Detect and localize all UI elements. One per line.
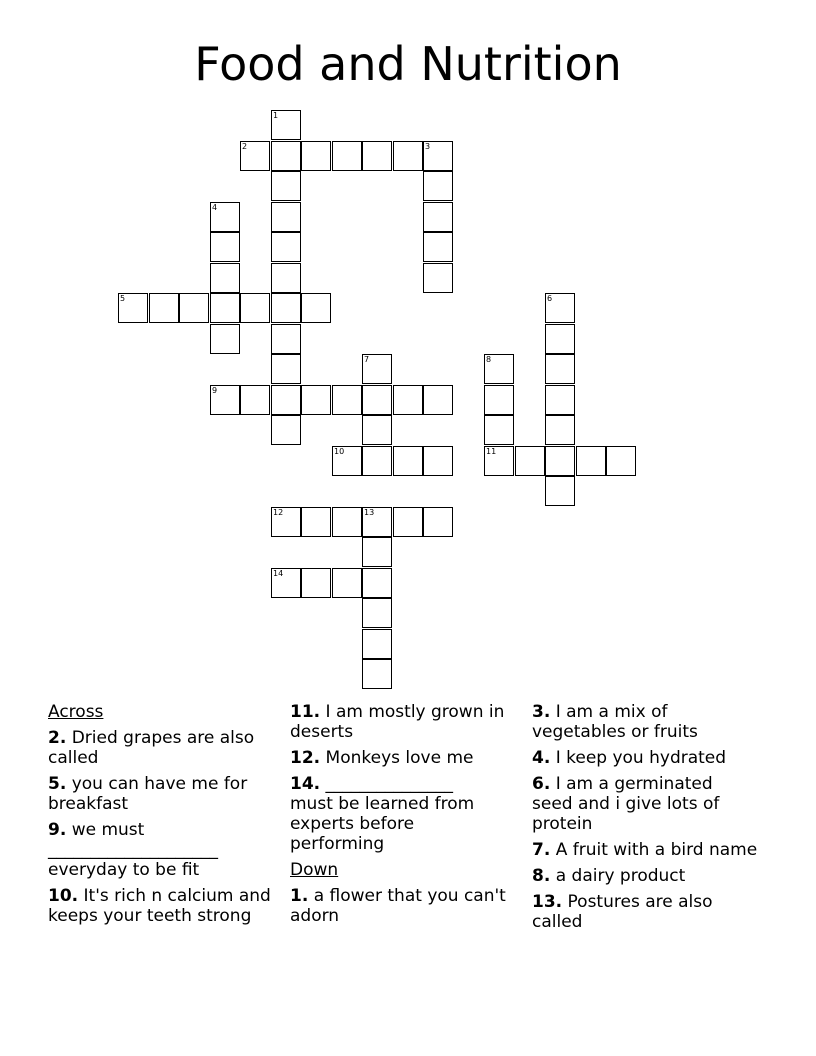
clues-column-left (48, 702, 276, 932)
grid-cell[interactable] (423, 141, 453, 171)
clue-down-4 (532, 748, 758, 768)
grid-cell[interactable] (271, 354, 301, 384)
grid-cell[interactable] (362, 385, 392, 415)
clue-text: It's rich n calcium and keeps your teeth strong (48, 886, 271, 926)
grid-cell[interactable] (515, 446, 545, 476)
grid-cell[interactable] (545, 324, 575, 354)
grid-cell[interactable] (545, 354, 575, 384)
grid-cell[interactable] (362, 568, 392, 598)
clue-down-1 (290, 886, 510, 926)
grid-cell[interactable] (484, 446, 514, 476)
grid-cell[interactable] (271, 507, 301, 537)
clue-across-9 (48, 820, 276, 880)
clue-text: I am a mix of vegetables or fruits (532, 702, 698, 742)
grid-cell[interactable] (576, 446, 606, 476)
grid-cell[interactable] (210, 385, 240, 415)
grid-cell[interactable] (240, 385, 270, 415)
grid-cell[interactable] (332, 385, 362, 415)
grid-cell[interactable] (423, 507, 453, 537)
clue-across-10 (48, 886, 276, 926)
cell-number: 3 (425, 142, 431, 151)
clue-number: 5. (48, 774, 67, 794)
grid-cell[interactable] (240, 141, 270, 171)
clue-down-13 (532, 892, 758, 932)
cell-number: 4 (212, 203, 218, 212)
clue-number: 14. (290, 774, 321, 794)
grid-cell[interactable] (362, 446, 392, 476)
grid-cell[interactable] (210, 293, 240, 323)
cell-number: 5 (120, 294, 126, 303)
clue-number: 12. (290, 748, 321, 768)
grid-cell[interactable] (545, 476, 575, 506)
clue-text: A fruit with a bird name (555, 840, 758, 860)
grid-cell[interactable] (210, 232, 240, 262)
grid-cell[interactable] (240, 293, 270, 323)
grid-cell[interactable] (301, 293, 331, 323)
page-title: Food and Nutrition (194, 37, 622, 91)
clue-across-5 (48, 774, 276, 814)
grid-cell[interactable] (301, 507, 331, 537)
across-heading: Across (48, 702, 104, 722)
grid-cell[interactable] (362, 354, 392, 384)
grid-cell[interactable] (362, 659, 392, 689)
clue-down-7 (532, 840, 758, 860)
cell-number: 9 (212, 386, 218, 395)
cell-number: 11 (486, 447, 497, 456)
grid-cell[interactable] (362, 598, 392, 628)
clue-text-continued: everyday to be fit (48, 860, 200, 880)
cell-number: 8 (486, 355, 492, 364)
grid-cell[interactable] (271, 202, 301, 232)
clue-text: we must (71, 820, 145, 840)
grid-cell[interactable] (606, 446, 636, 476)
grid-cell[interactable] (362, 141, 392, 171)
clue-number: 9. (48, 820, 67, 840)
clue-number: 11. (290, 702, 321, 722)
grid-cell[interactable] (118, 293, 148, 323)
grid-cell[interactable] (423, 232, 453, 262)
grid-cell[interactable] (393, 141, 423, 171)
clue-text: Postures are also called (532, 892, 713, 932)
clue-number: 7. (532, 840, 551, 860)
grid-cell[interactable] (271, 415, 301, 445)
grid-cell[interactable] (271, 324, 301, 354)
grid-cell[interactable] (484, 415, 514, 445)
cell-number: 1 (273, 111, 279, 120)
grid-cell[interactable] (210, 202, 240, 232)
clue-number: 10. (48, 886, 79, 906)
clue-number: 13. (532, 892, 563, 912)
grid-cell[interactable] (545, 385, 575, 415)
grid-cell[interactable] (271, 263, 301, 293)
clue-number: 1. (290, 886, 309, 906)
clue-text: I keep you hydrated (555, 748, 727, 768)
clue-number: 8. (532, 866, 551, 886)
clues-column-right (532, 702, 758, 938)
grid-cell[interactable] (179, 293, 209, 323)
cell-number: 7 (364, 355, 370, 364)
grid-cell[interactable] (149, 293, 179, 323)
clue-text: I am mostly grown in deserts (290, 702, 505, 742)
grid-cell[interactable] (271, 568, 301, 598)
grid-cell[interactable] (332, 141, 362, 171)
clue-text: I am a germinated seed and i give lots of protein (532, 774, 720, 834)
grid-cell[interactable] (484, 354, 514, 384)
grid-cell[interactable] (545, 293, 575, 323)
grid-cell[interactable] (362, 507, 392, 537)
grid-cell[interactable] (301, 141, 331, 171)
grid-cell[interactable] (362, 537, 392, 567)
grid-cell[interactable] (393, 385, 423, 415)
grid-cell[interactable] (545, 415, 575, 445)
grid-cell[interactable] (271, 171, 301, 201)
grid-cell[interactable] (423, 263, 453, 293)
clue-number: 2. (48, 728, 67, 748)
grid-cell[interactable] (393, 446, 423, 476)
grid-cell[interactable] (423, 446, 453, 476)
clue-text: a dairy product (555, 866, 686, 886)
grid-cell[interactable] (271, 385, 301, 415)
clue-number: 4. (532, 748, 551, 768)
clue-number: 3. (532, 702, 551, 722)
grid-cell[interactable] (301, 385, 331, 415)
answer-blank: _______________ (325, 774, 454, 794)
clue-text: Monkeys love me (325, 748, 474, 768)
clue-text: must be learned from experts before performing (290, 794, 475, 854)
cell-number: 13 (364, 508, 375, 517)
clue-text: Dried grapes are also called (48, 728, 255, 768)
clue-text: you can have me for breakfast (48, 774, 248, 814)
grid-cell[interactable] (362, 415, 392, 445)
clue-across-2 (48, 728, 276, 768)
clues-column-middle (290, 702, 510, 932)
cell-number: 2 (242, 142, 248, 151)
cell-number: 12 (273, 508, 284, 517)
grid-cell[interactable] (210, 324, 240, 354)
grid-cell[interactable] (332, 507, 362, 537)
grid-cell[interactable] (210, 263, 240, 293)
clue-across-12 (290, 748, 510, 768)
clue-across-11 (290, 702, 510, 742)
clue-down-3 (532, 702, 758, 742)
grid-cell[interactable] (301, 568, 331, 598)
grid-cell[interactable] (332, 568, 362, 598)
grid-cell[interactable] (271, 141, 301, 171)
grid-cell[interactable] (393, 507, 423, 537)
down-heading: Down (290, 860, 339, 880)
cell-number: 6 (547, 294, 553, 303)
clue-down-6 (532, 774, 758, 834)
clue-across-14 (290, 774, 510, 854)
grid-cell[interactable] (271, 110, 301, 140)
cell-number: 10 (334, 447, 345, 456)
grid-cell[interactable] (271, 232, 301, 262)
clue-number: 6. (532, 774, 551, 794)
clue-down-8 (532, 866, 758, 886)
grid-cell[interactable] (484, 385, 514, 415)
grid-cell[interactable] (423, 171, 453, 201)
answer-blank: ____________________ (48, 840, 218, 860)
cell-number: 14 (273, 569, 284, 578)
grid-cell[interactable] (332, 446, 362, 476)
grid-cell[interactable] (423, 385, 453, 415)
grid-cell[interactable] (271, 293, 301, 323)
grid-cell[interactable] (362, 629, 392, 659)
grid-cell[interactable] (545, 446, 575, 476)
grid-cell[interactable] (423, 202, 453, 232)
clue-text: a flower that you can't adorn (290, 886, 506, 926)
